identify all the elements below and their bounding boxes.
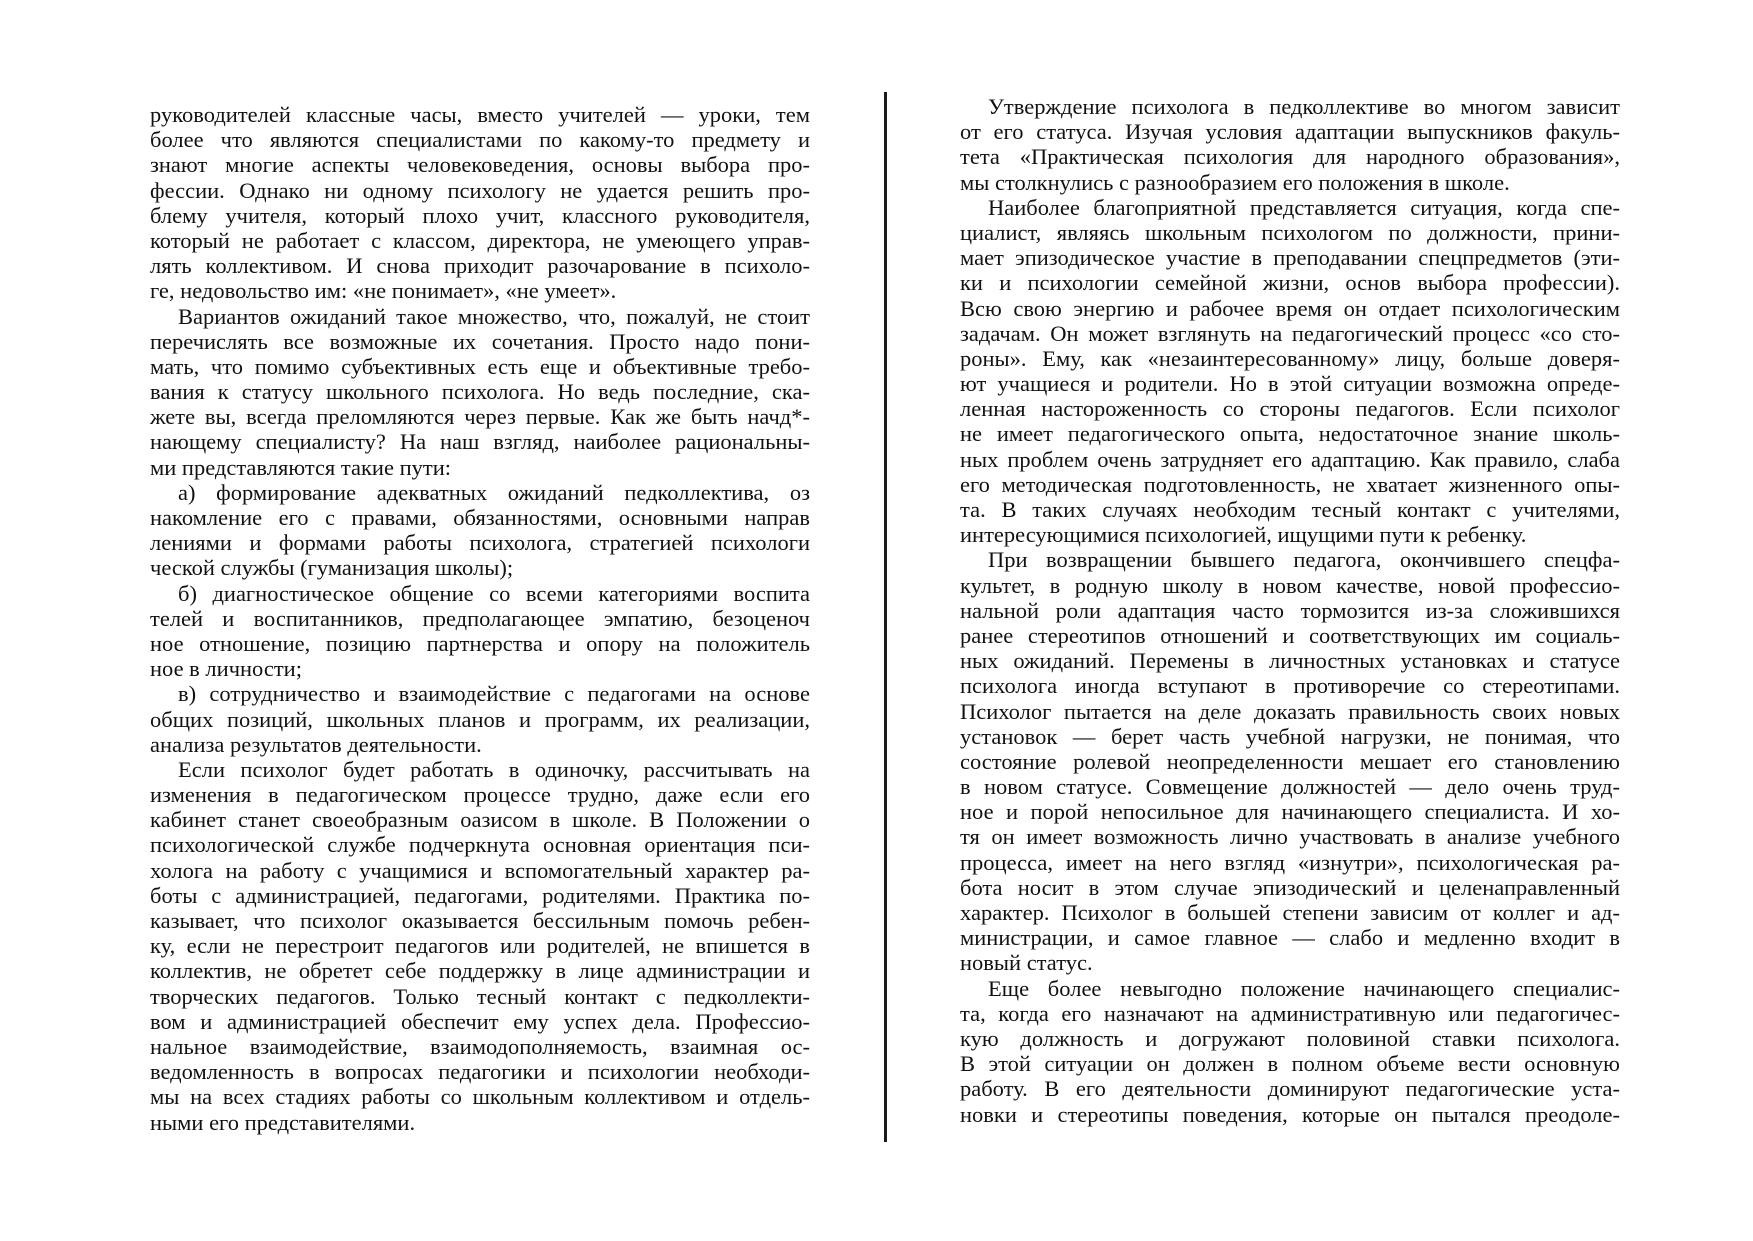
text-line: в) сотрудничество и взаимодействие с педагогами на основе — [178, 681, 810, 707]
text-line: кабинет станет своеобразным оазисом в школе. В Положении о — [150, 807, 810, 833]
text-line: ге, недовольство им: «не понимает», «не умеет». — [150, 278, 617, 304]
text-line: жете вы, всегда преломляются через первые. Как же быть начд*- — [150, 404, 810, 430]
text-line: его методическая подготовленность, не хватает жизненного опы- — [960, 471, 1620, 497]
text-line: фессии. Однако ни одному психологу не удается решить про- — [150, 177, 810, 203]
text-line: ют учащиеся и родители. Но в этой ситуации возможна опреде- — [960, 371, 1620, 397]
text-line: нальное взаимодействие, взаимодополняемость, взаимная ос- — [150, 1033, 810, 1059]
text-line: роны». Ему, как «незаинтересованному» лицу, больше доверя- — [960, 345, 1620, 371]
text-line: ку, если не перестроит педагогов или родителей, не впишется в — [150, 933, 810, 959]
text-line: более что являются специалистами по какому-то предмету и — [150, 127, 810, 153]
text-line: ми представляются такие пути: — [150, 454, 451, 480]
text-line: ранее стереотипов отношений и соответствующих им социаль- — [960, 622, 1620, 648]
text-line: новый статус. — [960, 950, 1093, 976]
text-line: накомление его с правами, обязанностями, основными направ — [150, 505, 810, 530]
page-divider — [884, 92, 887, 1142]
text-line: Еще более невыгодно положение начинающего специалис- — [988, 975, 1620, 1001]
text-line: Психолог пытается на деле доказать правильность своих новых — [960, 698, 1620, 724]
text-line: В этой ситуации он должен в полном объеме вести основную — [960, 1051, 1620, 1077]
text-line: установок — берет часть учебной нагрузки, не понимая, что — [960, 723, 1620, 749]
text-line: та. В таких случаях необходим тесный контакт с учителями, — [960, 497, 1620, 522]
text-line: творческих педагогов. Только тесный контакт с педколлекти- — [150, 983, 810, 1009]
text-line: ческой службы (гуманизация школы); — [150, 555, 514, 581]
text-line: боты с администрацией, педагогами, родителями. Практика по- — [150, 882, 810, 908]
text-line: тета «Практическая психология для народного образования», — [960, 144, 1620, 170]
text-line: При возвращении бывшего педагога, окончившего спецфа- — [988, 547, 1620, 573]
text-line: министрации, и самое главное — слабо и медленно входит в — [960, 925, 1620, 951]
text-line: культет, в родную школу в новом качестве, новой профессио- — [960, 572, 1620, 598]
text-line: перечислять все возможные их сочетания. Просто надо пони- — [150, 328, 810, 354]
text-line: ное в личности; — [150, 656, 302, 682]
text-line: процесса, имеет на него взгляд «изнутри», психологическая ра- — [960, 849, 1620, 875]
text-line: работу. В его деятельности доминируют педагогические уста- — [960, 1076, 1620, 1102]
text-line: Вариантов ожиданий такое множество, что, пожалуй, не стоит — [178, 303, 810, 329]
text-line: Всю свою энергию и рабочее время он отдает психологическим — [960, 295, 1620, 321]
text-line: лять коллективом. И снова приходит разочарование в психоло- — [150, 253, 810, 279]
text-line: новки и стереотипы поведения, которые он пытался преодоле- — [960, 1101, 1620, 1127]
text-line: б) диагностическое общение со всеми категориями воспита — [178, 580, 810, 606]
text-line: циалист, являясь школьным психологом по должности, прини- — [960, 219, 1620, 245]
text-line: руководителей классные часы, вместо учителей — уроки, тем — [150, 102, 810, 127]
text-line: Если психолог будет работать в одиночку, рассчитывать на — [178, 756, 810, 782]
text-line: мает эпизодическое участие в преподавании спецпредметов (эти- — [960, 245, 1620, 271]
text-line: Наиболее благоприятной представляется ситуация, когда спе- — [988, 194, 1620, 220]
text-line: коллектив, не обретет себе поддержку в лице администрации и — [150, 958, 810, 984]
text-line: казывает, что психолог оказывается бессильным помочь ребен- — [150, 908, 810, 933]
text-line: ленная настороженность со стороны педагогов. Если психолог — [960, 396, 1620, 422]
text-line: лениями и формами работы психолога, стратегией психологи — [150, 530, 810, 556]
text-line: мать, что помимо субъективных есть еще и объективные требо- — [150, 353, 810, 379]
text-line: кую должность и догружают половиной ставки психолога. — [960, 1025, 1620, 1051]
text-line: телей и воспитанников, предполагающее эмпатию, безоценоч — [150, 605, 810, 631]
text-line: характер. Психолог в большей степени зависим от коллег и ад- — [960, 900, 1620, 925]
text-line: состояние ролевой неопределенности мешает его становлению — [960, 748, 1620, 774]
text-line: психолога иногда вступают в противоречие со стереотипами. — [960, 673, 1620, 699]
text-line: ных проблем очень затрудняет его адаптацию. Как правило, слаба — [960, 446, 1620, 472]
text-line: в новом статусе. Совмещение должностей — дело очень труд- — [960, 774, 1620, 800]
text-line: задачам. Он может взглянуть на педагогический процесс «со сто- — [960, 320, 1620, 346]
text-line: блему учителя, который плохо учит, классного руководителя, — [150, 202, 810, 228]
text-line: ное отношение, позицию партнерства и опору на положитель — [150, 630, 810, 656]
text-line: ных ожиданий. Перемены в личностных установках и статусе — [960, 648, 1620, 674]
text-line: знают многие аспекты человековедения, основы выбора про- — [150, 152, 810, 178]
text-line: вания к статусу школьного психолога. Но ведь последние, ска- — [150, 379, 810, 405]
text-line: нающему специалисту? На наш взгляд, наиболее рациональны- — [150, 429, 810, 455]
text-line: мы столкнулись с разнообразием его положения в школе. — [960, 169, 1510, 195]
text-line: тя он имеет возможность лично участвовать в анализе учебного — [960, 824, 1620, 850]
text-line: ки и психологии семейной жизни, основ выбора профессии). — [960, 270, 1620, 296]
left-page — [150, 102, 810, 1135]
text-line: та, когда его назначают на административную или педагогичес- — [960, 1000, 1620, 1026]
right-page — [960, 94, 1620, 1127]
text-line: который не работает с классом, директора, не умеющего управ- — [150, 227, 810, 253]
text-line: общих позиций, школьных планов и программ, их реализации, — [150, 706, 810, 732]
text-line: а) формирование адекватных ожиданий педколлектива, оз — [178, 479, 810, 505]
text-line: психологической службе подчеркнута основная ориентация пси- — [150, 832, 810, 858]
text-line: ное и порой непосильное для начинающего специалиста. И хо- — [960, 799, 1620, 825]
text-line: анализа результатов деятельности. — [150, 731, 482, 757]
text-line: вом и администрацией обеспечит ему успех дела. Профессио- — [150, 1008, 810, 1034]
text-line: от его статуса. Изучая условия адаптации выпускников факуль- — [960, 119, 1620, 145]
text-line: Утверждение психолога в педколлективе во многом зависит — [988, 94, 1620, 119]
text-line: бота носит в этом случае эпизодический и целенаправленный — [960, 874, 1620, 900]
text-line: нальной роли адаптация часто тормозится из-за сложившихся — [960, 597, 1620, 623]
text-line: мы на всех стадиях работы со школьным коллективом и отдель- — [150, 1084, 810, 1110]
text-line: ными его представителями. — [150, 1109, 416, 1135]
text-line: ведомленность в вопросах педагогики и психологии необходи- — [150, 1059, 810, 1085]
text-line: интересующимися психологией, ищущими пути к ребенку. — [960, 522, 1527, 548]
text-line: холога на работу с учащимися и вспомогательный характер ра- — [150, 857, 810, 883]
text-line: изменения в педагогическом процессе трудно, даже если его — [150, 782, 810, 808]
text-line: не имеет педагогического опыта, недостаточное знание школь- — [960, 421, 1620, 447]
